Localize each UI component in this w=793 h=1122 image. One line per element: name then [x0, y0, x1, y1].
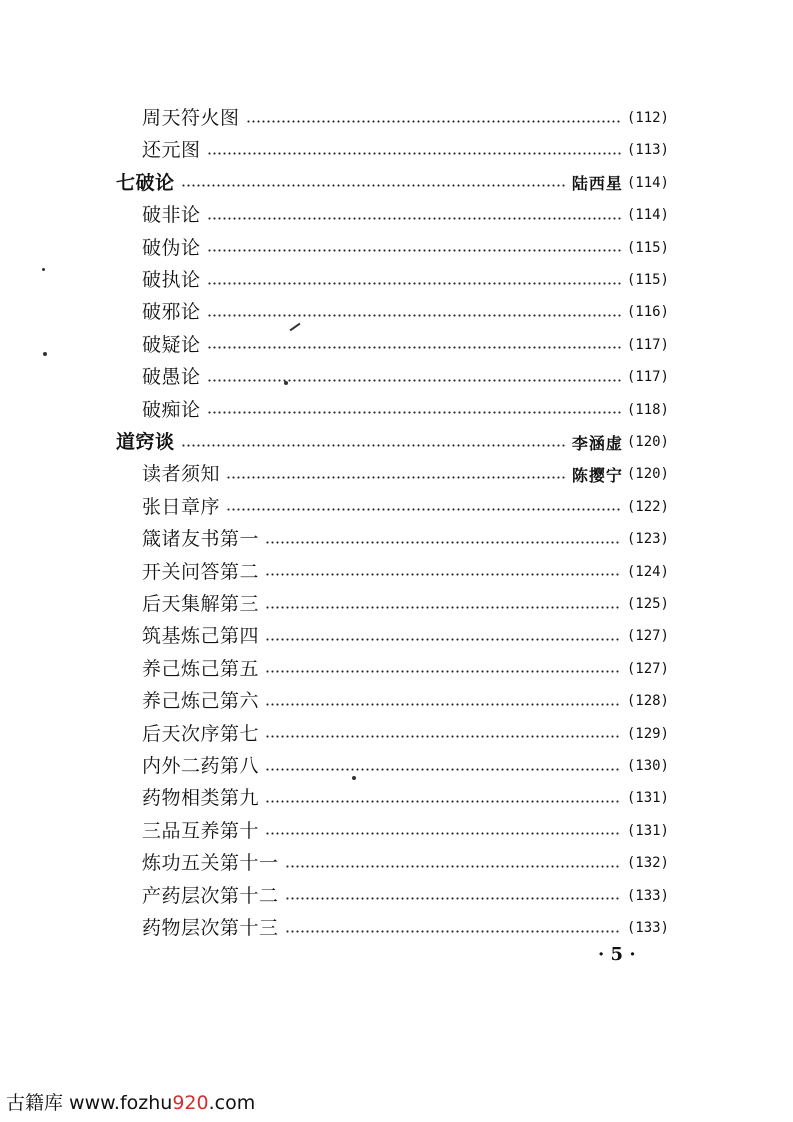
toc-entry-page: (124) — [626, 563, 669, 580]
toc-entry-page: (128) — [626, 693, 669, 710]
dot-leader — [285, 930, 621, 933]
dot-leader — [207, 282, 621, 285]
dot-leader — [207, 411, 621, 414]
dot-leader — [285, 897, 621, 900]
toc-entry-page: (116) — [626, 304, 669, 321]
dot-leader — [207, 379, 621, 382]
scan-speck — [284, 381, 288, 385]
toc-entry — [142, 234, 669, 262]
toc-entry-title: 开关问答第二 — [142, 560, 260, 583]
toc-entry-page: (115) — [626, 272, 669, 288]
toc-entry-author: 陈撄宁 — [571, 465, 623, 485]
toc-entry — [142, 622, 669, 650]
toc-entry — [142, 298, 669, 326]
toc-entry — [142, 590, 669, 618]
toc-entry-title: 破愚论 — [142, 366, 201, 389]
dot-leader — [265, 541, 621, 544]
scan-speck — [43, 352, 47, 356]
toc-entry-page: (133) — [626, 920, 669, 936]
toc-entry-page: (131) — [626, 822, 669, 839]
watermark-number: 920 — [172, 1092, 209, 1114]
toc-entry-author: 陆西星 — [571, 174, 623, 194]
toc-entry — [142, 136, 669, 164]
dot-leader — [226, 476, 566, 479]
dot-leader — [207, 314, 621, 317]
toc-entry — [142, 525, 669, 553]
dot-leader — [207, 217, 621, 220]
dot-leader — [207, 346, 621, 349]
toc-entry-page: (120) — [626, 466, 669, 483]
dot-leader — [265, 768, 621, 771]
toc-entry-title: 养己炼己第六 — [142, 690, 260, 713]
toc-entry-title: 破非论 — [142, 204, 201, 227]
toc-entry — [142, 396, 669, 424]
toc-entry-title: 三品互养第十 — [142, 819, 260, 842]
toc-entry-title: 破疑论 — [142, 333, 201, 356]
toc-entry — [142, 363, 669, 391]
toc-entry-page: (130) — [626, 758, 669, 774]
dot-leader — [226, 508, 621, 511]
toc-entry — [142, 558, 669, 586]
toc-entry-title: 炼功五关第十一 — [142, 852, 279, 875]
dot-leader — [265, 800, 621, 803]
toc-entry-page: (131) — [626, 790, 669, 807]
toc-entry-page: (114) — [626, 207, 669, 224]
toc-entry-page: (120) — [626, 434, 669, 450]
toc-entry-title: 产药层次第十二 — [142, 884, 279, 907]
toc-entry — [116, 428, 669, 456]
toc-entry-page: (133) — [626, 887, 669, 904]
toc-entry-title: 道窍谈 — [116, 431, 175, 453]
dot-leader — [181, 444, 566, 447]
toc-entry-page: (117) — [626, 369, 669, 386]
toc-entry-author: 李涵虚 — [571, 433, 623, 453]
toc-entry — [142, 849, 669, 877]
toc-entry-title: 筑基炼己第四 — [142, 625, 260, 648]
toc-entry — [142, 882, 669, 910]
toc-entry-page: (112) — [626, 110, 669, 126]
toc-entry-page: (114) — [626, 174, 669, 191]
toc-entry-page: (125) — [626, 596, 669, 612]
toc-entry-title: 养己炼己第五 — [142, 657, 260, 680]
dot-leader — [265, 735, 621, 738]
toc-entry-title: 内外二药第八 — [142, 755, 260, 777]
toc-entry — [142, 784, 669, 812]
dot-leader — [265, 573, 621, 576]
toc-entry — [142, 493, 669, 521]
dot-leader — [265, 832, 621, 835]
toc-entry-title: 破邪论 — [142, 301, 201, 324]
toc-entry-title: 张日章序 — [142, 495, 221, 518]
toc-entry-title: 药物相类第九 — [142, 787, 260, 810]
toc-entry-page: (129) — [626, 725, 669, 742]
toc-entry-page: (117) — [626, 336, 669, 353]
dot-leader — [207, 249, 621, 252]
watermark-suffix: .com — [208, 1092, 256, 1114]
page-number: · 5 · — [598, 944, 636, 965]
toc-entry-page: (122) — [626, 498, 669, 515]
watermark-prefix: 古籍库 www.fozhu — [6, 1092, 173, 1114]
toc-entry — [142, 817, 669, 845]
dot-leader — [181, 184, 566, 187]
watermark-footer — [6, 1088, 255, 1115]
toc-entry — [142, 687, 669, 715]
toc-entry — [142, 104, 669, 132]
toc-entry-title: 箴诸友书第一 — [142, 528, 260, 551]
dot-leader — [265, 670, 621, 673]
toc-entry-title: 破执论 — [142, 269, 201, 291]
toc-entry-title: 读者须知 — [142, 463, 221, 486]
toc-entry-page: (127) — [626, 628, 669, 645]
dot-leader — [207, 152, 621, 155]
toc-entry — [142, 266, 669, 294]
toc-entry-title: 破痴论 — [142, 398, 201, 421]
dot-leader — [285, 865, 621, 868]
toc-entry-page: (127) — [626, 660, 669, 677]
dot-leader — [265, 703, 621, 706]
toc-entry — [142, 655, 669, 683]
toc-entry-page: (118) — [626, 401, 669, 418]
toc-entry-page: (123) — [626, 531, 669, 548]
toc-entry-title: 还元图 — [142, 139, 201, 162]
toc-entry — [142, 752, 669, 780]
toc-entry-title: 破伪论 — [142, 236, 201, 259]
toc-entry — [142, 914, 669, 942]
toc-entry — [142, 460, 669, 488]
toc-entry-title: 药物层次第十三 — [142, 917, 279, 939]
toc-entry-title: 后天次序第七 — [142, 722, 260, 745]
scan-speck — [352, 776, 356, 780]
toc-entry — [142, 331, 669, 359]
toc-entry-page: (113) — [626, 142, 669, 159]
toc-entry-title: 周天符火图 — [142, 107, 240, 129]
toc-entry — [142, 720, 669, 748]
scan-speck — [42, 268, 45, 271]
dot-leader — [265, 638, 621, 641]
dot-leader — [265, 606, 621, 609]
toc-entry-page: (115) — [626, 239, 669, 256]
toc-entry-title: 后天集解第三 — [142, 593, 260, 615]
toc-entry — [142, 201, 669, 229]
toc-entry-title: 七破论 — [116, 171, 175, 194]
toc-entry-page: (132) — [626, 855, 669, 872]
toc-entry — [116, 169, 669, 197]
dot-leader — [246, 120, 621, 123]
